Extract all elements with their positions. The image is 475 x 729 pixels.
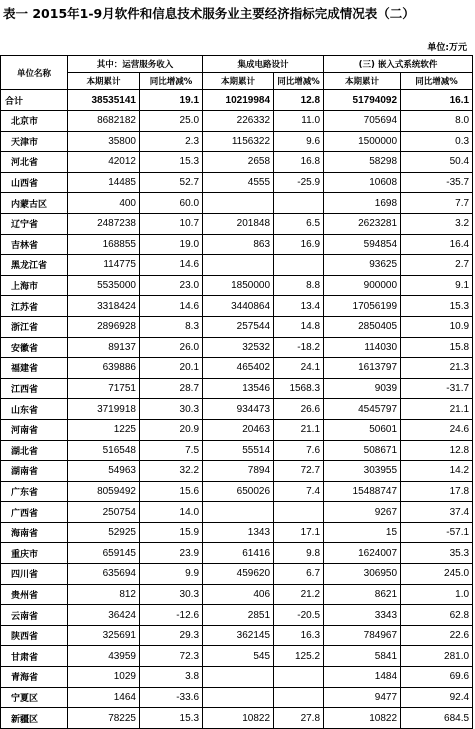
ic-yoy-cell: -20.5 — [274, 605, 324, 626]
region-name: 江苏省 — [1, 296, 68, 317]
ops-cumulative-cell: 168855 — [68, 234, 140, 255]
ops-cumulative-cell: 2487238 — [68, 213, 140, 234]
ic-cumulative-cell: 459620 — [203, 564, 274, 585]
table-body — [1, 90, 473, 729]
region-name: 湖北省 — [1, 440, 68, 461]
table-row — [1, 296, 473, 317]
ic-cumulative-cell: 3440864 — [203, 296, 274, 317]
ic-yoy-cell: 14.8 — [274, 316, 324, 337]
table-row — [1, 399, 473, 420]
ops-yoy-cell: 8.3 — [140, 316, 203, 337]
ic-cumulative-cell: 362145 — [203, 625, 274, 646]
region-name: 海南省 — [1, 522, 68, 543]
region-name: 甘肃省 — [1, 646, 68, 667]
embedded-cumulative-cell: 2850405 — [324, 316, 401, 337]
embedded-yoy-cell: -57.1 — [401, 522, 473, 543]
header-yoy: 同比增减% — [274, 73, 324, 90]
table-row — [1, 667, 473, 688]
ic-yoy-cell: 72.7 — [274, 461, 324, 482]
ops-yoy-cell: 2.3 — [140, 131, 203, 152]
embedded-cumulative-cell: 1500000 — [324, 131, 401, 152]
embedded-yoy-cell: 17.8 — [401, 481, 473, 502]
region-name: 山西省 — [1, 172, 68, 193]
embedded-cumulative-cell: 508671 — [324, 440, 401, 461]
ops-yoy-cell: 28.7 — [140, 378, 203, 399]
embedded-yoy-cell: 8.0 — [401, 111, 473, 132]
ops-cumulative-cell: 52925 — [68, 522, 140, 543]
ic-cumulative-cell: 7894 — [203, 461, 274, 482]
embedded-yoy-cell: 684.5 — [401, 708, 473, 729]
ic-cumulative-cell: 934473 — [203, 399, 274, 420]
embedded-cumulative-cell: 4545797 — [324, 399, 401, 420]
ops-yoy-cell: 19.1 — [140, 90, 203, 111]
ops-yoy-cell: 15.3 — [140, 152, 203, 173]
header-group-embedded: (三) 嵌入式系统软件 — [324, 56, 473, 73]
embedded-cumulative-cell: 9039 — [324, 378, 401, 399]
embedded-yoy-cell: 15.3 — [401, 296, 473, 317]
ic-yoy-cell: 125.2 — [274, 646, 324, 667]
region-name: 江西省 — [1, 378, 68, 399]
header-cumulative: 本期累计 — [324, 73, 401, 90]
ic-yoy-cell: 21.1 — [274, 419, 324, 440]
region-name: 北京市 — [1, 111, 68, 132]
table-row — [1, 378, 473, 399]
table-row — [1, 131, 473, 152]
region-name: 云南省 — [1, 605, 68, 626]
table-row — [1, 111, 473, 132]
region-name: 四川省 — [1, 564, 68, 585]
ops-yoy-cell: 52.7 — [140, 172, 203, 193]
header-group-ic-design: 集成电路设计 — [203, 56, 324, 73]
region-name: 湖南省 — [1, 461, 68, 482]
ops-cumulative-cell: 1464 — [68, 687, 140, 708]
embedded-yoy-cell: 2.7 — [401, 255, 473, 276]
table-row — [1, 502, 473, 523]
ic-cumulative-cell: 1156322 — [203, 131, 274, 152]
ops-yoy-cell: 32.2 — [140, 461, 203, 482]
ops-cumulative-cell: 89137 — [68, 337, 140, 358]
embedded-yoy-cell: 24.6 — [401, 419, 473, 440]
ops-yoy-cell: 15.9 — [140, 522, 203, 543]
embedded-yoy-cell: -31.7 — [401, 378, 473, 399]
table-row — [1, 172, 473, 193]
embedded-cumulative-cell: 3343 — [324, 605, 401, 626]
ic-yoy-cell: 6.7 — [274, 564, 324, 585]
embedded-cumulative-cell: 10822 — [324, 708, 401, 729]
embedded-cumulative-cell: 15488747 — [324, 481, 401, 502]
ops-yoy-cell: 3.8 — [140, 667, 203, 688]
ops-cumulative-cell: 635694 — [68, 564, 140, 585]
ic-yoy-cell: 27.8 — [274, 708, 324, 729]
table-row — [1, 316, 473, 337]
ic-cumulative-cell: 32532 — [203, 337, 274, 358]
embedded-cumulative-cell: 705694 — [324, 111, 401, 132]
ops-cumulative-cell: 3719918 — [68, 399, 140, 420]
ic-yoy-cell: 21.2 — [274, 584, 324, 605]
region-name: 浙江省 — [1, 316, 68, 337]
ops-cumulative-cell: 3318424 — [68, 296, 140, 317]
table-row — [1, 625, 473, 646]
ic-cumulative-cell: 257544 — [203, 316, 274, 337]
embedded-cumulative-cell: 1698 — [324, 193, 401, 214]
table-row — [1, 543, 473, 564]
region-name: 青海省 — [1, 667, 68, 688]
region-name: 辽宁省 — [1, 213, 68, 234]
embedded-cumulative-cell: 1624007 — [324, 543, 401, 564]
region-name: 安徽省 — [1, 337, 68, 358]
table-row — [1, 481, 473, 502]
ic-yoy-cell: 16.9 — [274, 234, 324, 255]
table-row — [1, 440, 473, 461]
ops-cumulative-cell: 1029 — [68, 667, 140, 688]
embedded-cumulative-cell: 5841 — [324, 646, 401, 667]
embedded-yoy-cell: 16.4 — [401, 234, 473, 255]
table-row — [1, 522, 473, 543]
embedded-cumulative-cell: 58298 — [324, 152, 401, 173]
ic-yoy-cell: 12.8 — [274, 90, 324, 111]
region-name: 贵州省 — [1, 584, 68, 605]
ops-yoy-cell: 30.3 — [140, 584, 203, 605]
embedded-yoy-cell: 22.6 — [401, 625, 473, 646]
ic-yoy-cell: 8.8 — [274, 275, 324, 296]
total-row — [1, 90, 473, 111]
ops-cumulative-cell: 114775 — [68, 255, 140, 276]
ops-yoy-cell: 20.9 — [140, 419, 203, 440]
embedded-yoy-cell: 0.3 — [401, 131, 473, 152]
table-row — [1, 213, 473, 234]
ic-yoy-cell: 7.4 — [274, 481, 324, 502]
embedded-yoy-cell: 14.2 — [401, 461, 473, 482]
embedded-cumulative-cell: 10608 — [324, 172, 401, 193]
embedded-cumulative-cell: 594854 — [324, 234, 401, 255]
embedded-yoy-cell: 12.8 — [401, 440, 473, 461]
embedded-yoy-cell: 37.4 — [401, 502, 473, 523]
ic-cumulative-cell: 10219984 — [203, 90, 274, 111]
ic-cumulative-cell: 13546 — [203, 378, 274, 399]
data-table — [0, 55, 473, 729]
ic-cumulative-cell: 1343 — [203, 522, 274, 543]
ops-yoy-cell: 26.0 — [140, 337, 203, 358]
region-name: 天津市 — [1, 131, 68, 152]
ic-yoy-cell — [274, 193, 324, 214]
table-row — [1, 152, 473, 173]
ops-yoy-cell: 23.9 — [140, 543, 203, 564]
ops-cumulative-cell: 516548 — [68, 440, 140, 461]
region-name: 福建省 — [1, 358, 68, 379]
embedded-cumulative-cell: 1613797 — [324, 358, 401, 379]
embedded-cumulative-cell: 1484 — [324, 667, 401, 688]
embedded-cumulative-cell: 900000 — [324, 275, 401, 296]
ops-cumulative-cell: 43959 — [68, 646, 140, 667]
ic-cumulative-cell: 650026 — [203, 481, 274, 502]
embedded-cumulative-cell: 303955 — [324, 461, 401, 482]
table-row — [1, 419, 473, 440]
embedded-yoy-cell: 245.0 — [401, 564, 473, 585]
header-yoy: 同比增减% — [140, 73, 203, 90]
ic-cumulative-cell: 465402 — [203, 358, 274, 379]
ops-yoy-cell: 19.0 — [140, 234, 203, 255]
ops-cumulative-cell: 639886 — [68, 358, 140, 379]
header-region: 单位名称 — [1, 56, 68, 90]
ops-yoy-cell: 7.5 — [140, 440, 203, 461]
ops-yoy-cell: 14.0 — [140, 502, 203, 523]
embedded-yoy-cell: 69.6 — [401, 667, 473, 688]
embedded-cumulative-cell: 50601 — [324, 419, 401, 440]
ops-yoy-cell: 29.3 — [140, 625, 203, 646]
unit-label: 单位:万元 — [427, 43, 467, 53]
ic-yoy-cell: -25.9 — [274, 172, 324, 193]
ops-cumulative-cell: 8059492 — [68, 481, 140, 502]
ic-yoy-cell: -18.2 — [274, 337, 324, 358]
ic-cumulative-cell — [203, 255, 274, 276]
region-name: 内蒙古区 — [1, 193, 68, 214]
embedded-yoy-cell: 92.4 — [401, 687, 473, 708]
ops-cumulative-cell: 325691 — [68, 625, 140, 646]
region-name: 广东省 — [1, 481, 68, 502]
ic-yoy-cell — [274, 255, 324, 276]
embedded-yoy-cell: 21.1 — [401, 399, 473, 420]
region-name: 陕西省 — [1, 625, 68, 646]
region-name: 新疆区 — [1, 708, 68, 729]
header-cumulative: 本期累计 — [68, 73, 140, 90]
region-name: 重庆市 — [1, 543, 68, 564]
ops-yoy-cell: 10.7 — [140, 213, 203, 234]
ic-cumulative-cell: 1850000 — [203, 275, 274, 296]
ic-yoy-cell: 11.0 — [274, 111, 324, 132]
table-row — [1, 605, 473, 626]
region-name: 上海市 — [1, 275, 68, 296]
embedded-cumulative-cell: 17056199 — [324, 296, 401, 317]
region-name: 河南省 — [1, 419, 68, 440]
table-row — [1, 255, 473, 276]
ops-yoy-cell: 20.1 — [140, 358, 203, 379]
ic-yoy-cell: 16.8 — [274, 152, 324, 173]
ic-cumulative-cell: 545 — [203, 646, 274, 667]
ic-yoy-cell: 7.6 — [274, 440, 324, 461]
table-row — [1, 461, 473, 482]
ic-yoy-cell: 16.3 — [274, 625, 324, 646]
ops-cumulative-cell: 42012 — [68, 152, 140, 173]
embedded-cumulative-cell: 784967 — [324, 625, 401, 646]
table-row — [1, 193, 473, 214]
region-name: 宁夏区 — [1, 687, 68, 708]
region-name: 山东省 — [1, 399, 68, 420]
region-name: 合计 — [1, 90, 68, 111]
region-name: 河北省 — [1, 152, 68, 173]
embedded-yoy-cell: 9.1 — [401, 275, 473, 296]
report-title: 表一 2015年1-9月软件和信息技术服务业主要经济指标完成情况表（二） — [3, 6, 415, 21]
ic-cumulative-cell — [203, 667, 274, 688]
ic-cumulative-cell: 61416 — [203, 543, 274, 564]
ic-cumulative-cell: 406 — [203, 584, 274, 605]
ops-cumulative-cell: 35800 — [68, 131, 140, 152]
ic-yoy-cell: 9.6 — [274, 131, 324, 152]
embedded-yoy-cell: 7.7 — [401, 193, 473, 214]
header-yoy: 同比增减% — [401, 73, 473, 90]
ops-cumulative-cell: 1225 — [68, 419, 140, 440]
ops-yoy-cell: 23.0 — [140, 275, 203, 296]
ic-yoy-cell: 1568.3 — [274, 378, 324, 399]
ic-yoy-cell — [274, 687, 324, 708]
table-row — [1, 337, 473, 358]
embedded-yoy-cell: 16.1 — [401, 90, 473, 111]
ops-yoy-cell: 30.3 — [140, 399, 203, 420]
ops-cumulative-cell: 659145 — [68, 543, 140, 564]
ops-cumulative-cell: 78225 — [68, 708, 140, 729]
ic-cumulative-cell: 863 — [203, 234, 274, 255]
table-row — [1, 564, 473, 585]
ops-cumulative-cell: 812 — [68, 584, 140, 605]
table-row — [1, 275, 473, 296]
ic-cumulative-cell: 55514 — [203, 440, 274, 461]
ic-cumulative-cell: 10822 — [203, 708, 274, 729]
table-row — [1, 646, 473, 667]
embedded-yoy-cell: 1.0 — [401, 584, 473, 605]
ops-yoy-cell: 25.0 — [140, 111, 203, 132]
ops-cumulative-cell: 38535141 — [68, 90, 140, 111]
embedded-cumulative-cell: 306950 — [324, 564, 401, 585]
ic-cumulative-cell — [203, 193, 274, 214]
ic-cumulative-cell: 20463 — [203, 419, 274, 440]
ops-cumulative-cell: 36424 — [68, 605, 140, 626]
ops-cumulative-cell: 2896928 — [68, 316, 140, 337]
table-row — [1, 234, 473, 255]
ic-cumulative-cell: 2851 — [203, 605, 274, 626]
ic-yoy-cell: 9.8 — [274, 543, 324, 564]
embedded-cumulative-cell: 51794092 — [324, 90, 401, 111]
embedded-yoy-cell: 3.2 — [401, 213, 473, 234]
header-group-operations: 其中：运营服务收入 — [68, 56, 203, 73]
embedded-cumulative-cell: 93625 — [324, 255, 401, 276]
region-name: 黑龙江省 — [1, 255, 68, 276]
table-row — [1, 584, 473, 605]
ops-cumulative-cell: 250754 — [68, 502, 140, 523]
embedded-yoy-cell: 15.8 — [401, 337, 473, 358]
ic-cumulative-cell — [203, 687, 274, 708]
ops-yoy-cell: 14.6 — [140, 296, 203, 317]
ic-yoy-cell — [274, 502, 324, 523]
ops-cumulative-cell: 54963 — [68, 461, 140, 482]
ic-cumulative-cell — [203, 502, 274, 523]
embedded-cumulative-cell: 15 — [324, 522, 401, 543]
embedded-cumulative-cell: 9477 — [324, 687, 401, 708]
embedded-cumulative-cell: 9267 — [324, 502, 401, 523]
ic-cumulative-cell: 201848 — [203, 213, 274, 234]
embedded-yoy-cell: 35.3 — [401, 543, 473, 564]
embedded-yoy-cell: 21.3 — [401, 358, 473, 379]
ic-yoy-cell: 24.1 — [274, 358, 324, 379]
embedded-yoy-cell: 50.4 — [401, 152, 473, 173]
ops-yoy-cell: 15.3 — [140, 708, 203, 729]
table-row — [1, 358, 473, 379]
header-cumulative: 本期累计 — [203, 73, 274, 90]
ops-cumulative-cell: 71751 — [68, 378, 140, 399]
ic-yoy-cell: 26.6 — [274, 399, 324, 420]
ops-yoy-cell: 9.9 — [140, 564, 203, 585]
embedded-cumulative-cell: 114030 — [324, 337, 401, 358]
ic-cumulative-cell: 4555 — [203, 172, 274, 193]
ops-yoy-cell: 14.6 — [140, 255, 203, 276]
ic-cumulative-cell: 226332 — [203, 111, 274, 132]
ic-yoy-cell: 6.5 — [274, 213, 324, 234]
table-row — [1, 708, 473, 729]
region-name: 吉林省 — [1, 234, 68, 255]
ops-yoy-cell: 60.0 — [140, 193, 203, 214]
embedded-cumulative-cell: 8621 — [324, 584, 401, 605]
ops-yoy-cell: 72.3 — [140, 646, 203, 667]
ops-yoy-cell: -12.6 — [140, 605, 203, 626]
embedded-yoy-cell: 62.8 — [401, 605, 473, 626]
ic-yoy-cell — [274, 667, 324, 688]
embedded-yoy-cell: 281.0 — [401, 646, 473, 667]
embedded-yoy-cell: -35.7 — [401, 172, 473, 193]
ops-cumulative-cell: 400 — [68, 193, 140, 214]
table-row — [1, 687, 473, 708]
region-name: 广西省 — [1, 502, 68, 523]
ic-yoy-cell: 17.1 — [274, 522, 324, 543]
ops-cumulative-cell: 8682182 — [68, 111, 140, 132]
ops-yoy-cell: -33.6 — [140, 687, 203, 708]
embedded-cumulative-cell: 2623281 — [324, 213, 401, 234]
ops-cumulative-cell: 14485 — [68, 172, 140, 193]
ic-cumulative-cell: 2658 — [203, 152, 274, 173]
ic-yoy-cell: 13.4 — [274, 296, 324, 317]
embedded-yoy-cell: 10.9 — [401, 316, 473, 337]
ops-cumulative-cell: 5535000 — [68, 275, 140, 296]
ops-yoy-cell: 15.6 — [140, 481, 203, 502]
